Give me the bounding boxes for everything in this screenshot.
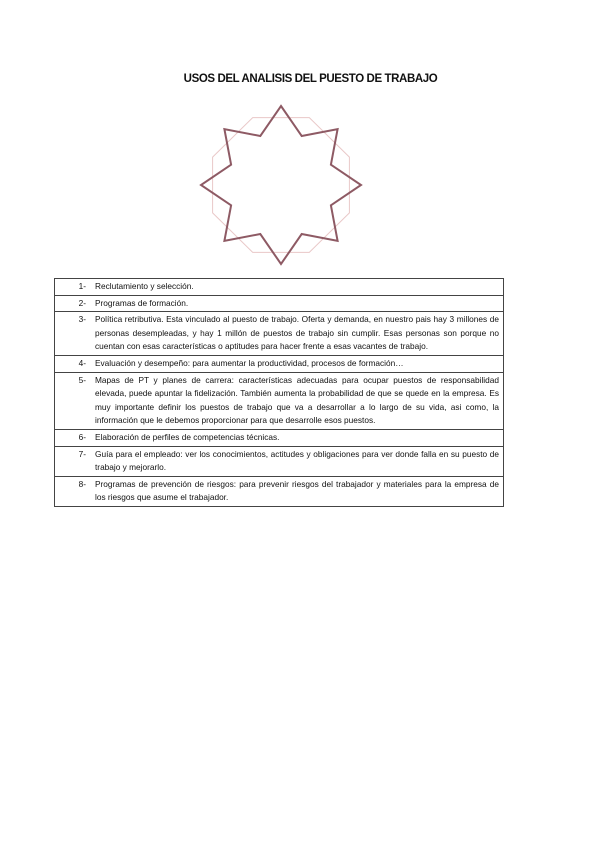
table-row	[55, 312, 504, 356]
table-row	[55, 429, 504, 446]
uses-table	[54, 278, 504, 507]
eight-point-star-icon	[192, 101, 370, 269]
table-row	[55, 279, 504, 296]
item-text: Programas de prevención de riesgos: para prevenir riesgos del trabajador y materiales para la empresa de los riesgos que asume el trabajador.	[92, 476, 504, 506]
page-title: USOS DEL ANALISIS DEL PUESTO DE TRABAJO	[183, 73, 438, 85]
item-number: 5-	[55, 372, 93, 429]
item-text: Elaboración de perfiles de competencias técnicas.	[92, 429, 504, 446]
item-number: 6-	[55, 429, 93, 446]
item-text: Evaluación y desempeño: para aumentar la productividad, procesos de formación…	[92, 355, 504, 372]
item-text: Mapas de PT y planes de carrera: características adecuadas para ocupar puestos de responsabilidad elevada, puede apuntar la fidelización. También aumenta la probabilidad de que se quede en la empresa. Es muy importante definir los puestos de trabajo que va a desarrollar a lo largo de su vida, asi como, la información que le debemos proporcionar para que desarrolle esos puestos.	[92, 372, 504, 429]
table-row	[55, 295, 504, 312]
table-row	[55, 446, 504, 476]
table-row	[55, 372, 504, 429]
item-number: 1-	[55, 279, 93, 296]
item-text: Reclutamiento y selección.	[92, 279, 504, 296]
item-number: 3-	[55, 312, 93, 356]
item-text: Política retributiva. Esta vinculado al puesto de trabajo. Oferta y demanda, en nuestro pais hay 3 millones de personas desempleadas, y hay 1 millón de puestos de trabajo sin cumplir. Esas personas son porque no cuentan con esas características o aptitudes para hacer frente a esas vacantes de trabajo.	[92, 312, 504, 356]
item-number: 2-	[55, 295, 93, 312]
table-row	[55, 355, 504, 372]
item-text: Programas de formación.	[92, 295, 504, 312]
star-guide-octagon	[213, 118, 350, 253]
table-row	[55, 476, 504, 506]
item-number: 4-	[55, 355, 93, 372]
item-text: Guía para el empleado: ver los conocimientos, actitudes y obligaciones para ver donde falla en su puesto de trabajo y mejorarlo.	[92, 446, 504, 476]
star-outline	[201, 106, 361, 264]
item-number: 7-	[55, 446, 93, 476]
uses-table-body	[55, 279, 504, 507]
item-number: 8-	[55, 476, 93, 506]
